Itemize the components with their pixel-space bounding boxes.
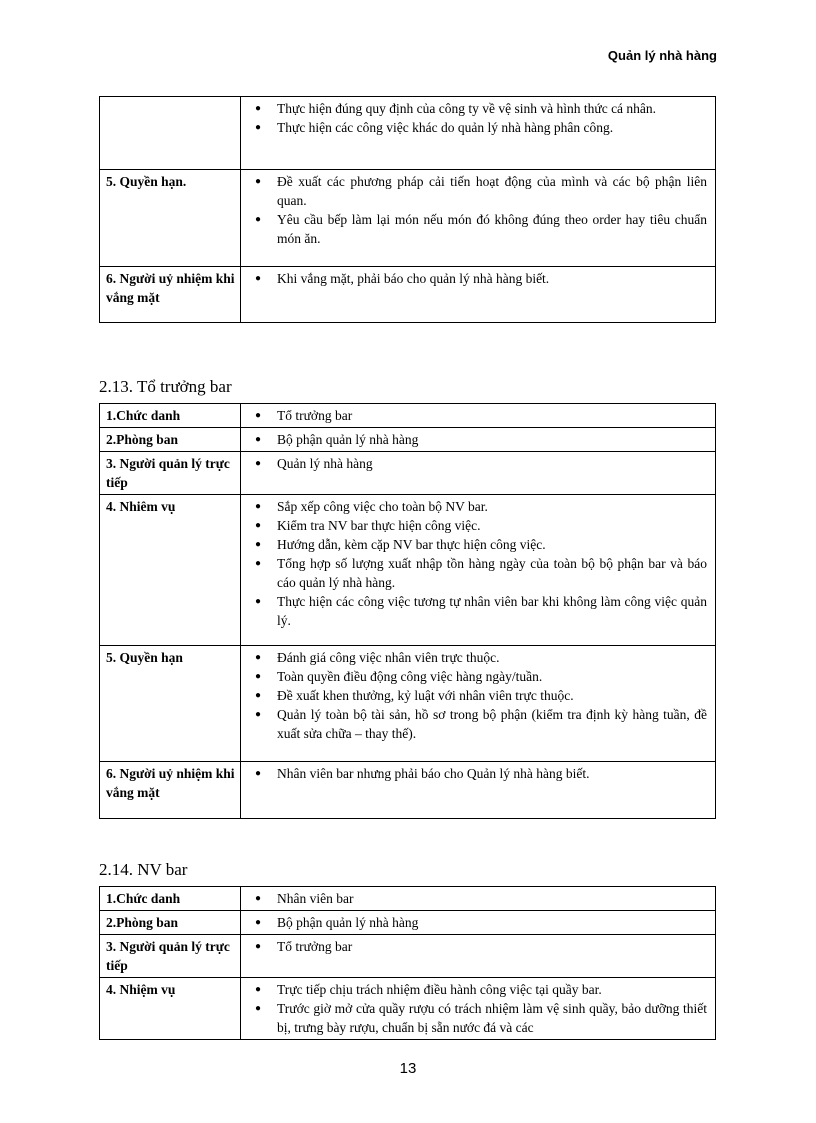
row-label: 4. Nhiệm vụ (100, 978, 241, 1040)
bullet-item: ● Sắp xếp công việc cho toàn bộ NV bar. (255, 497, 707, 516)
bullet-item: ● Thực hiện các công việc tương tự nhân viên bar khi không làm công việc quản lý. (255, 592, 707, 630)
bullet-list (255, 913, 707, 932)
bullet-list (255, 269, 707, 288)
bullet-list (255, 406, 707, 425)
bullet-item: ● Tổ trưởng bar (255, 937, 707, 956)
bullet-list (255, 889, 707, 908)
bullet-list (255, 430, 707, 449)
bullet-item: ● Đề xuất khen thưởng, kỷ luật với nhân viên trực thuộc. (255, 686, 707, 705)
table-row (100, 646, 716, 762)
row-content (241, 404, 716, 428)
bullet-item: ● Thực hiện các công việc khác do quản lý nhà hàng phân công. (255, 118, 707, 137)
section-heading-2-13: 2.13. Tổ trưởng bar (99, 377, 232, 396)
row-label: 6. Người uỷ nhiệm khi vắng mặt (100, 267, 241, 323)
row-content (241, 911, 716, 935)
row-label: 5. Quyền hạn (100, 646, 241, 762)
row-content (241, 887, 716, 911)
table-row (100, 935, 716, 978)
row-content (241, 935, 716, 978)
bullet-item: ● Bộ phận quản lý nhà hàng (255, 913, 707, 932)
bullet-item: ● Quản lý nhà hàng (255, 454, 707, 473)
bullet-item: ● Kiểm tra NV bar thực hiện công việc. (255, 516, 707, 535)
row-label: 5. Quyền hạn. (100, 170, 241, 267)
row-content (241, 452, 716, 495)
page-number: 13 (399, 1060, 417, 1077)
row-content (241, 97, 716, 170)
table-nv-bar (99, 886, 716, 1040)
bullet-item: ● Trước giờ mở cửa quầy rượu có trách nhiệm làm vệ sinh quầy, bảo dưỡng thiết bị, trưng bày rượu, chuẩn bị sẵn nước đá và các (255, 999, 707, 1037)
table-row (100, 267, 716, 323)
bullet-list (255, 980, 707, 1037)
bullet-item: ● Khi vắng mặt, phải báo cho quản lý nhà hàng biết. (255, 269, 707, 288)
bullet-list (255, 497, 707, 630)
table-row (100, 97, 716, 170)
section-heading-2-14: 2.14. NV bar (99, 860, 188, 879)
bullet-list (255, 172, 707, 248)
row-content (241, 978, 716, 1040)
row-content (241, 646, 716, 762)
row-content (241, 428, 716, 452)
bullet-item: ● Tổ trưởng bar (255, 406, 707, 425)
table-row (100, 762, 716, 819)
bullet-item: ● Toàn quyền điều động công việc hàng ngày/tuần. (255, 667, 707, 686)
bullet-item: ● Hướng dẫn, kèm cặp NV bar thực hiện công việc. (255, 535, 707, 554)
row-content (241, 495, 716, 646)
table-row (100, 887, 716, 911)
table-continued (99, 96, 716, 323)
bullet-item: ● Yêu cầu bếp làm lại món nếu món đó không đúng theo order hay tiêu chuẩn món ăn. (255, 210, 707, 248)
bullet-item: ● Nhân viên bar (255, 889, 707, 908)
table-row (100, 170, 716, 267)
row-label: 6. Người uỷ nhiệm khi vắng mặt (100, 762, 241, 819)
bullet-item: ● Đánh giá công việc nhân viên trực thuộc. (255, 648, 707, 667)
row-label: 1.Chức danh (100, 887, 241, 911)
table-row (100, 452, 716, 495)
table-to-truong-bar (99, 403, 716, 819)
row-label: 1.Chức danh (100, 404, 241, 428)
row-label: 3. Người quản lý trực tiếp (100, 935, 241, 978)
table-row (100, 911, 716, 935)
table-row (100, 428, 716, 452)
row-content (241, 267, 716, 323)
row-label: 3. Người quản lý trực tiếp (100, 452, 241, 495)
bullet-item: ● Nhân viên bar nhưng phải báo cho Quản lý nhà hàng biết. (255, 764, 707, 783)
bullet-item: ● Đề xuất các phương pháp cải tiến hoạt động của mình và các bộ phận liên quan. (255, 172, 707, 210)
row-label: 2.Phòng ban (100, 428, 241, 452)
table-row (100, 978, 716, 1040)
bullet-item: ● Quản lý toàn bộ tài sản, hồ sơ trong bộ phận (kiểm tra định kỳ hàng tuần, đề xuất sửa chữa – thay thế). (255, 705, 707, 743)
row-label: 2.Phòng ban (100, 911, 241, 935)
row-content (241, 762, 716, 819)
row-label: 4. Nhiêm vụ (100, 495, 241, 646)
bullet-item: ● Bộ phận quản lý nhà hàng (255, 430, 707, 449)
bullet-item: ● Thực hiện đúng quy định của công ty về vệ sinh và hình thức cá nhân. (255, 99, 707, 118)
bullet-list (255, 648, 707, 743)
table-row (100, 404, 716, 428)
table-row (100, 495, 716, 646)
bullet-list (255, 764, 707, 783)
bullet-list (255, 99, 707, 137)
running-header: Quản lý nhà hàng (607, 48, 717, 63)
row-content (241, 170, 716, 267)
bullet-item: ● Trực tiếp chịu trách nhiệm điều hành công việc tại quầy bar. (255, 980, 707, 999)
bullet-list (255, 937, 707, 956)
bullet-item: ● Tổng hợp số lượng xuất nhập tồn hàng ngày của toàn bộ bộ phận bar và báo cáo quản lý nhà hàng. (255, 554, 707, 592)
row-label (100, 97, 241, 170)
bullet-list (255, 454, 707, 473)
